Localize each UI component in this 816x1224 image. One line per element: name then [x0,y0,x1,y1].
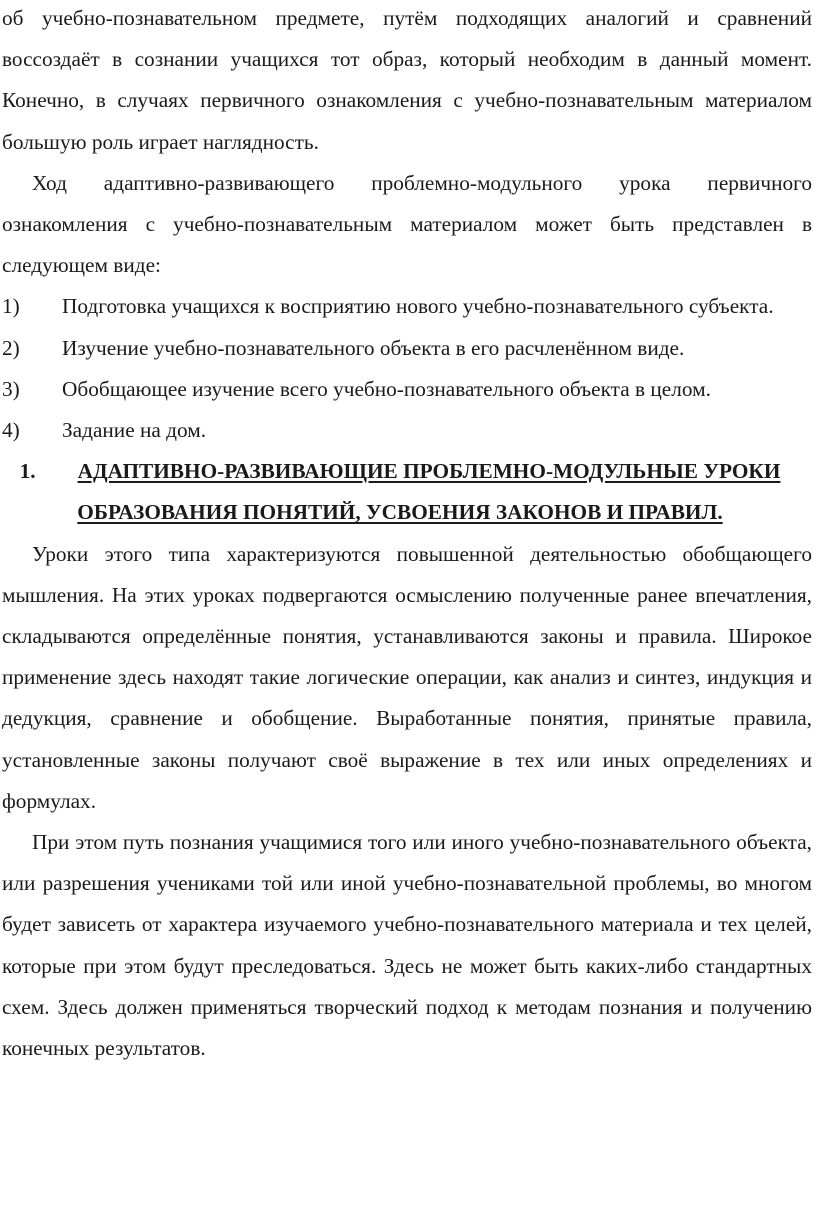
paragraph-continuation: об учебно-познавательном предмете, путём подходящих аналогий и сравнений воссоздаёт в сознании учащихся тот образ, который необходим в данный момент. Конечно, в случаях первичного ознакомления с учебно-познавательным материалом большую роль играет наглядность. [2,6,812,154]
list-item-number: 3) [2,376,20,401]
section-heading-text: АДАПТИВНО-РАЗВИВАЮЩИЕ ПРОБЛЕМНО-МОДУЛЬНЫЕ УРОКИ ОБРАЗОВАНИЯ ПОНЯТИЙ, УСВОЕНИЯ ЗАКОНОВ И ПРАВИЛ. [77,459,781,525]
paragraph-lesson-flow: Ход адаптивно-развивающего проблемно-модульного урока первичного ознакомления с учебно-познавательным материалом может быть представлен в следующем виде: [2,170,812,278]
list-item-text: Изучение учебно-познавательного объекта в его расчленённом виде. [62,335,685,360]
list-item-text: Обобщающее изучение всего учебно-познавательного объекта в целом. [62,376,711,401]
list-item-text: Подготовка учащихся к восприятию нового учебно-познавательного субъекта. [62,294,774,319]
paragraph-cognition-path: При этом путь познания учащимися того или иного учебно-познавательного объекта, или разрешения учениками той или иной учебно-познавательной проблемы, во многом будет зависеть от характера изучаемого учебно-познавательного материала и тех целей, которые при этом будут преследоваться. Здесь не может быть каких-либо стандартных схем. Здесь должен применяться творческий подход к методам познания и получению конечных результатов. [2,830,812,1061]
section-heading [2,451,812,533]
list-item-number: 2) [2,335,20,360]
list-item [2,328,812,369]
lesson-steps-list [2,286,812,451]
list-item-number: 1) [2,294,20,319]
list-item [2,286,812,327]
paragraph-lesson-type: Уроки этого типа характеризуются повышенной деятельностью обобщающего мышления. На этих уроках подвергаются осмыслению полученные ранее впечатления, складываются определённые понятия, устанавливаются законы и правила. Широкое применение здесь находят такие логические операции, как анализ и синтез, индукция и дедукция, сравнение и обобщение. Выработанные понятия, принятые правила, установленные законы получают своё выражение в тех или иных определениях и формулах. [2,541,812,813]
list-item [2,369,812,410]
list-item-text: Задание на дом. [62,418,207,443]
list-item-number: 4) [2,418,20,443]
list-item [2,410,812,451]
section-heading-number: 1. [19,459,36,484]
